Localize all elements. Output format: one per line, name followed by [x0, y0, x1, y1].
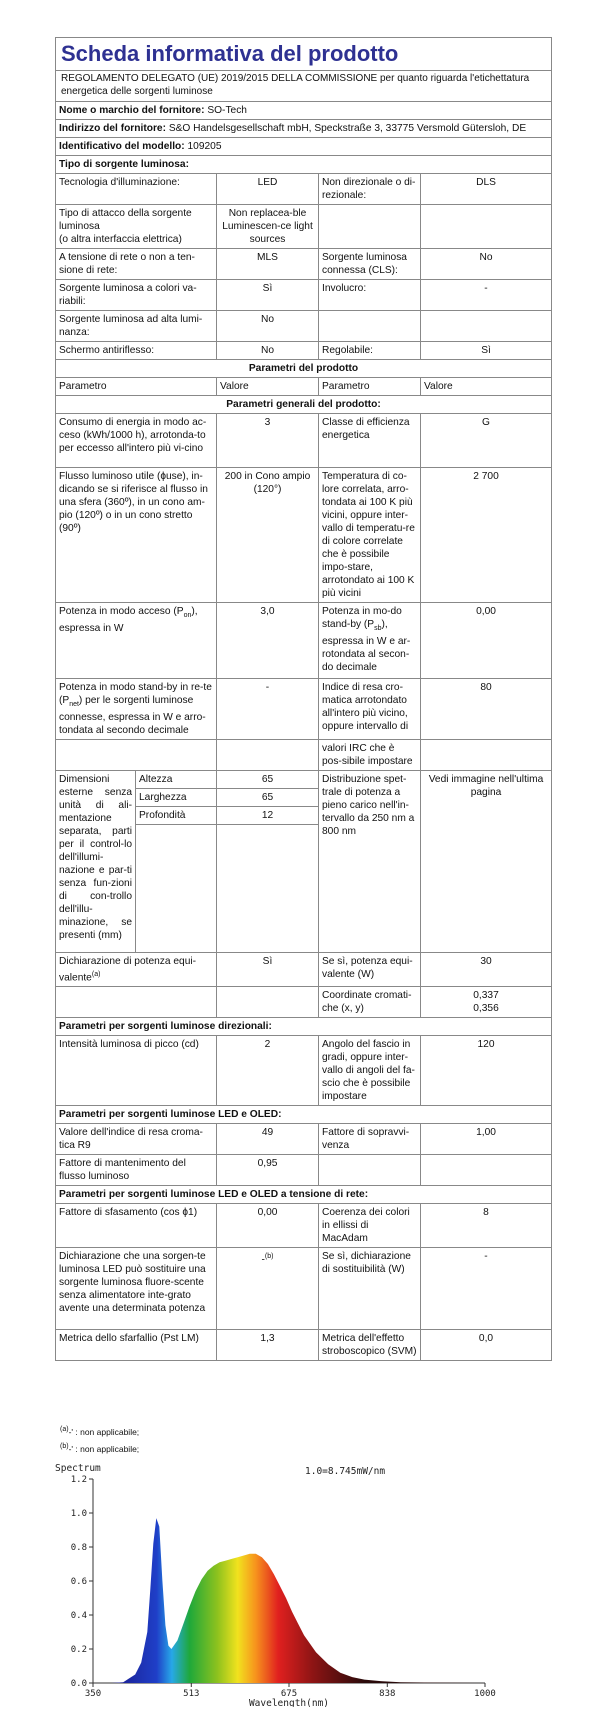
color-consistency-value: 8 [421, 1204, 552, 1248]
x-tick-label: 1000 [474, 1689, 496, 1699]
led-value: 0,95 [217, 1155, 319, 1186]
table-row [56, 1155, 552, 1186]
energy-consumption-value: 3 [217, 414, 319, 468]
equivalent-power-value: Sì [217, 953, 319, 987]
led-label: Valore dell'indice di resa croma-tica R9 [56, 1124, 217, 1155]
type-section-title: Tipo di sorgente luminosa: [56, 156, 552, 174]
table-row [56, 174, 552, 205]
replacement-claim-value [217, 1248, 319, 1330]
supplier-name-row [56, 102, 552, 120]
footnote-mark-b: (b) [264, 1253, 274, 1261]
led-label-2 [319, 1155, 421, 1186]
spectrum-chart [55, 1461, 551, 1707]
col-header-param-2: Parametro [319, 378, 421, 396]
type-label: Sorgente luminosa a colori va-riabili: [56, 280, 217, 311]
table-row [56, 1124, 552, 1155]
chromaticity-x: 0,337 [473, 990, 499, 1002]
depth-label: Profondità [136, 807, 217, 825]
x-tick-label: 675 [280, 1689, 298, 1699]
spectrum-svg [55, 1461, 551, 1707]
type-value-2: No [421, 249, 552, 280]
table-row [56, 1204, 552, 1248]
empty-cell [56, 987, 217, 1018]
power-net-label-a: Potenza in modo stand-by in re-te (P [59, 682, 212, 706]
table-row [56, 679, 552, 740]
power-standby-label [319, 603, 421, 679]
color-consistency-label: Coerenza dei colori in ellissi di MacAdam [319, 1204, 421, 1248]
beam-angle-label: Angolo del fascio in gradi, oppure inter-vallo di angoli del fa-scio che è possibile impostare [319, 1036, 421, 1106]
type-label-2: Involucro: [319, 280, 421, 311]
y-tick-label: 1.2 [70, 1475, 87, 1485]
power-on-label-b: ), espressa in W [59, 606, 198, 635]
product-params-title: Parametri del prodotto [56, 360, 552, 378]
stroboscopic-value: 0,0 [421, 1330, 552, 1361]
led-rows [56, 1124, 552, 1186]
general-params-title: Parametri generali del prodotto: [56, 396, 552, 414]
luminous-flux-value: 200 in Cono ampio (120°) [217, 468, 319, 603]
cri-label-cont: valori IRC che è pos-sibile impostare [319, 740, 421, 771]
power-net-label [56, 679, 217, 740]
table-row [56, 1036, 552, 1106]
power-net-sub: net [69, 701, 79, 709]
equivalent-power-label [56, 953, 217, 987]
depth-value: 12 [217, 807, 319, 825]
color-temperature-label: Temperatura di co-lore correlata, arro-tondata ai 100 K più vicini, oppure inter-vallo di temperatu-re di colore correlate che è possibile impo-stare, arrotondato ai 100 K più vicini [319, 468, 421, 603]
chromaticity-y: 0,356 [473, 1003, 499, 1015]
type-label-2 [319, 205, 421, 249]
col-header-param: Parametro [56, 378, 217, 396]
column-headers [56, 378, 552, 396]
beam-angle-value: 120 [421, 1036, 552, 1106]
y-tick-label: 0.4 [70, 1611, 87, 1621]
flicker-label: Metrica dello sfarfallio (Pst LM) [56, 1330, 217, 1361]
empty-cell [217, 987, 319, 1018]
table-row [56, 280, 552, 311]
type-value: Non replacea-ble Luminescen-ce light sources [217, 205, 319, 249]
height-value: 65 [217, 771, 319, 789]
power-on-label-a: Potenza in modo acceso (P [59, 606, 184, 617]
directional-title: Parametri per sorgenti luminose direzionali: [56, 1018, 552, 1036]
power-factor-label: Fattore di sfasamento (cos ɸ1) [56, 1204, 217, 1248]
regulation-text: REGOLAMENTO DELEGATO (UE) 2019/2015 DELLA COMMISSIONE per quanto riguarda l'etichettatura energetica delle sorgenti luminose [56, 71, 552, 102]
table-row [56, 987, 552, 1018]
y-tick-label: 1.0 [70, 1509, 87, 1519]
width-value: 65 [217, 789, 319, 807]
chromaticity-value [421, 987, 552, 1018]
chromaticity-label: Coordinate cromati-che (x, y) [319, 987, 421, 1018]
power-standby-label-a: Potenza in mo-do stand-by (P [322, 606, 402, 630]
table-row [56, 249, 552, 280]
type-rows [56, 174, 552, 360]
table-row [56, 414, 552, 468]
led-label: Fattore di mantenimento del flusso luminoso [56, 1155, 217, 1186]
table-row [56, 468, 552, 603]
power-on-sub: on [183, 612, 192, 620]
efficiency-class-label: Classe di efficienza energetica [319, 414, 421, 468]
y-tick-label: 0.6 [70, 1577, 87, 1587]
equivalent-power-w-label: Se sì, potenza equi-valente (W) [319, 953, 421, 987]
chart-title: Spectrum [55, 1463, 101, 1474]
height-label: Altezza [136, 771, 217, 789]
type-value-2 [421, 311, 552, 342]
led-title: Parametri per sorgenti luminose LED e OLED: [56, 1106, 552, 1124]
empty-cell [56, 740, 217, 771]
dimensions-label: Dimensioni esterne senza unità di ali-mentazione separata, parti per il control-lo dell'illumi-nazione e par-ti senza fun-zioni di con-trollo dell'illu-minazione, se presenti (mm) [56, 771, 136, 953]
replacement-claim-label: Dichiarazione che una sorgen-te luminosa LED può sostituire una sorgente luminosa fluore-scente senza alimentatore inte-grato avente una determinata potenza [56, 1248, 217, 1330]
y-tick-label: 0.8 [70, 1543, 87, 1553]
cri-value: 80 [421, 679, 552, 740]
chart-annotation: 1.0=8.745mW/nm [305, 1466, 386, 1477]
footnote-b-mark: (b) [60, 1443, 69, 1450]
power-standby-sub: sb [374, 625, 382, 633]
led-value-2 [421, 1155, 552, 1186]
supplier-address-row [56, 120, 552, 138]
energy-consumption-label: Consumo di energia in modo ac-ceso (kWh/1000 h), arrotonda-to per eccesso all'intero più vi-cino [56, 414, 217, 468]
empty-cell [217, 740, 319, 771]
table-row [56, 603, 552, 679]
equivalent-power-text: Dichiarazione di potenza equi-valente [59, 956, 197, 984]
type-value-2 [421, 205, 552, 249]
power-standby-label-b: ), espressa in W e ar-rotondata al secon-do decimale [322, 619, 411, 674]
model-id: 109205 [187, 141, 222, 152]
equivalent-power-w-value: 30 [421, 953, 552, 987]
empty-cell [421, 740, 552, 771]
y-tick-label: 0.2 [70, 1645, 87, 1655]
type-label-2: Sorgente luminosa connessa (CLS): [319, 249, 421, 280]
footnote-a-text: -' : non applicabile; [68, 1426, 140, 1437]
type-label-2 [319, 311, 421, 342]
table-row [56, 1330, 552, 1361]
table-row [56, 311, 552, 342]
info-table [55, 37, 552, 1361]
type-value: No [217, 342, 319, 360]
model-row [56, 138, 552, 156]
led-value: 49 [217, 1124, 319, 1155]
x-tick-label: 838 [379, 1689, 396, 1699]
type-label: Sorgente luminosa ad alta lumi-nanza: [56, 311, 217, 342]
empty-cell [136, 825, 217, 953]
type-value-2: DLS [421, 174, 552, 205]
footnote-mark-a: (a) [91, 971, 101, 979]
table-row [56, 1248, 552, 1330]
color-temperature-value: 2 700 [421, 468, 552, 603]
type-value: LED [217, 174, 319, 205]
replacement-claim-dash: - [261, 1254, 265, 1266]
type-value: No [217, 311, 319, 342]
col-header-value: Valore [217, 378, 319, 396]
luminous-flux-label: Flusso luminoso utile (ɸuse), in-dicando se si riferisce al flusso in una sfera (360º), in un cono am-pio (120º) o in un cono stretto (90º) [56, 468, 217, 603]
footnote-b-text: -' : non applicabile; [68, 1443, 140, 1454]
table-row [56, 740, 552, 771]
supplier-address: S&O Handelsgesellschaft mbH, Speckstraße 3, 33775 Versmold Gütersloh, DE [168, 123, 527, 134]
empty-cell [217, 825, 319, 953]
supplier-name-label: Nome o marchio del fornitore: [59, 105, 205, 116]
spectral-distribution-label: Distribuzione spet-trale di potenza a pieno carico nell'in-tervallo da 250 nm a 800 nm [319, 771, 421, 953]
stroboscopic-label: Metrica dell'effetto stroboscopico (SVM) [319, 1330, 421, 1361]
footnote-a [60, 1426, 139, 1437]
spectral-distribution-value: Vedi immagine nell'ultima pagina [421, 771, 552, 953]
type-value: Sì [217, 280, 319, 311]
replaceability-value: - [421, 1248, 552, 1330]
power-net-label-b: ) per le sorgenti luminose connesse, espressa in W e arro-tondata al secondo decimale [59, 695, 206, 737]
footnote-b [60, 1443, 139, 1454]
mains-title: Parametri per sorgenti luminose LED e OLED a tensione di rete: [56, 1186, 552, 1204]
spectrum-area [93, 1518, 485, 1683]
type-value: MLS [217, 249, 319, 280]
type-value-2: Sì [421, 342, 552, 360]
efficiency-class-value: G [421, 414, 552, 468]
peak-intensity-label: Intensità luminosa di picco (cd) [56, 1036, 217, 1106]
x-tick-label: 513 [183, 1689, 200, 1699]
supplier-name: SO-Tech [207, 105, 247, 116]
width-label: Larghezza [136, 789, 217, 807]
peak-intensity-value: 2 [217, 1036, 319, 1106]
model-label: Identificativo del modello: [59, 141, 185, 152]
page-title: Scheda informativa del prodotto [56, 38, 552, 71]
type-label: Schermo antiriflesso: [56, 342, 217, 360]
col-header-value-2: Valore [421, 378, 552, 396]
type-label: Tipo di attacco della sorgente luminosa (o altra interfaccia elettrica) [56, 205, 217, 249]
power-factor-value: 0,00 [217, 1204, 319, 1248]
x-tick-label: 350 [84, 1689, 102, 1699]
y-tick-label: 0.0 [70, 1679, 87, 1689]
type-value-2: - [421, 280, 552, 311]
replaceability-label: Se sì, dichiarazione di sostituibilità (W) [319, 1248, 421, 1330]
table-row [56, 953, 552, 987]
power-net-value: - [217, 679, 319, 740]
footnote-a-mark: (a) [60, 1426, 69, 1433]
led-label-2: Fattore di sopravvi-venza [319, 1124, 421, 1155]
power-standby-value: 0,00 [421, 603, 552, 679]
supplier-address-label: Indirizzo del fornitore: [59, 123, 166, 134]
table-row [56, 205, 552, 249]
power-on-value: 3,0 [217, 603, 319, 679]
type-label-2: Regolabile: [319, 342, 421, 360]
power-on-label [56, 603, 217, 679]
type-label: A tensione di rete o non a ten-sione di rete: [56, 249, 217, 280]
type-label-2: Non direzionale o di-rezionale: [319, 174, 421, 205]
dimensions-row [56, 771, 552, 789]
x-axis-label: Wavelength(nm) [248, 1698, 330, 1707]
flicker-value: 1,3 [217, 1330, 319, 1361]
led-value-2: 1,00 [421, 1124, 552, 1155]
cri-label: Indice di resa cro-matica arrotondato all'intero più vicino, oppure intervallo di [319, 679, 421, 740]
table-row [56, 342, 552, 360]
type-label: Tecnologia d'illuminazione: [56, 174, 217, 205]
product-sheet [55, 37, 551, 1361]
